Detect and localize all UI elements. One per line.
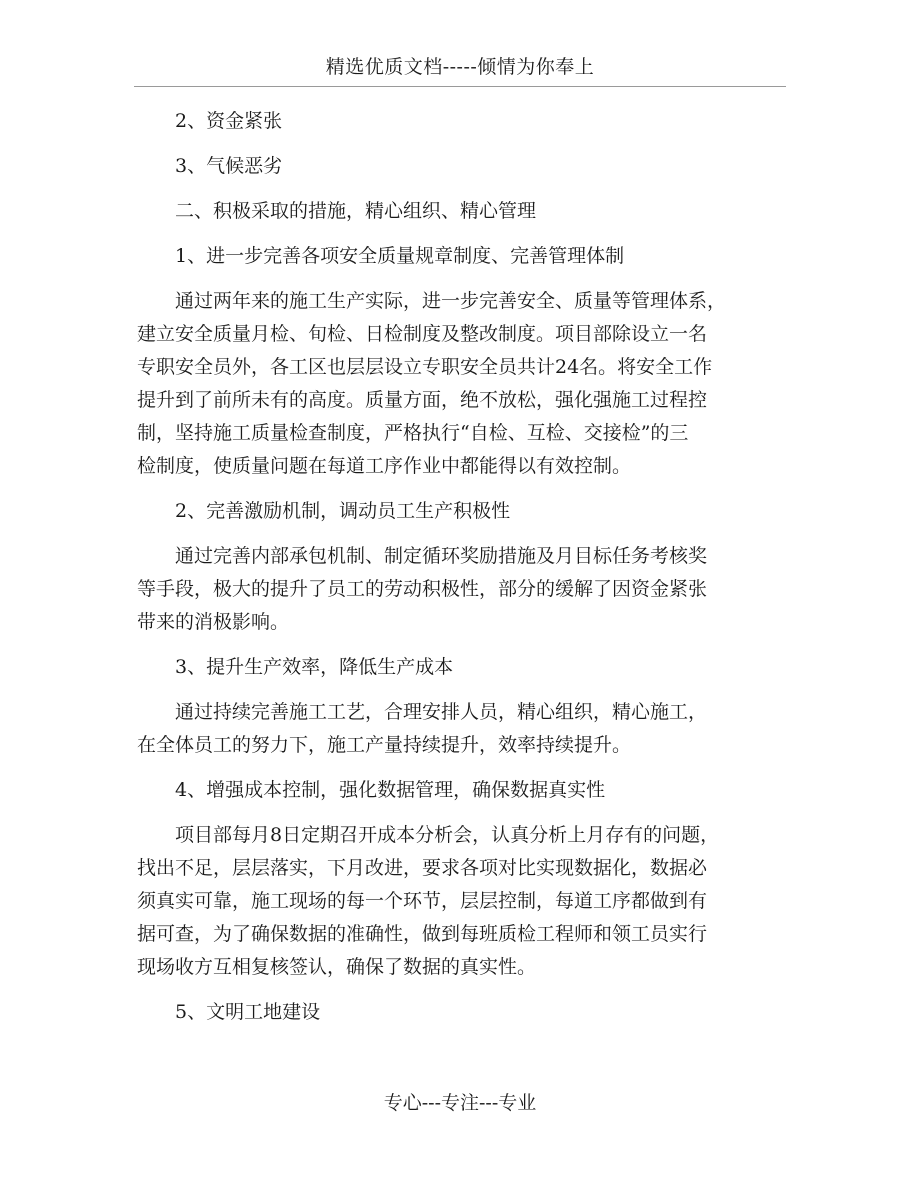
subheading <box>137 996 785 1029</box>
text-line: 3、提升生产效率，降低生产成本 <box>175 656 454 678</box>
subheading <box>137 240 785 273</box>
text-line: 专职安全员外，各工区也层层设立专职安全员共计24名。将安全工作 <box>137 356 713 378</box>
text-line: 3、气候恶劣 <box>175 155 283 177</box>
body-paragraph <box>137 819 785 984</box>
text-line: 在全体员工的努力下，施工产量持续提升，效率持续提升。 <box>137 734 632 756</box>
text-line: 据可查，为了确保数据的准确性，做到每班质检工程师和领工员实行 <box>137 923 708 945</box>
text-line: 二、积极采取的措施，精心组织、精心管理 <box>175 200 537 222</box>
text-line: 建立安全质量月检、旬检、日检制度及整改制度。项目部除设立一名 <box>137 323 708 345</box>
list-item <box>137 150 785 183</box>
body-paragraph <box>137 285 785 483</box>
text-line: 1、进一步完善各项安全质量规章制度、完善管理体制 <box>175 245 625 267</box>
page-header: 精选优质文档-----倾情为你奉上 <box>325 56 595 78</box>
section-heading <box>137 195 785 228</box>
subheading <box>137 651 785 684</box>
text-line: 项目部每月8日定期召开成本分析会，认真分析上月存有的问题， <box>175 824 720 846</box>
list-item <box>137 105 785 138</box>
text-line: 4、增强成本控制，强化数据管理，确保数据真实性 <box>175 779 606 801</box>
text-line: 现场收方互相复核签认，确保了数据的真实性。 <box>137 956 537 978</box>
text-line: 须真实可靠，施工现场的每一个环节，层层控制，每道工序都做到有 <box>137 890 708 912</box>
text-line: 通过两年来的施工生产实际，进一步完善安全、质量等管理体系， <box>175 290 727 312</box>
text-line: 通过持续完善施工工艺，合理安排人员，精心组织，精心施工， <box>175 701 708 723</box>
text-line: 制，坚持施工质量检查制度，严格执行“自检、互检、交接检”的三 <box>137 422 689 444</box>
text-line: 5、文明工地建设 <box>175 1001 321 1023</box>
text-line: 提升到了前所未有的高度。质量方面，绝不放松，强化强施工过程控 <box>137 389 708 411</box>
text-line: 等手段，极大的提升了员工的劳动积极性，部分的缓解了因资金紧张 <box>137 578 708 600</box>
document-body <box>137 105 785 1041</box>
text-line: 2、资金紧张 <box>175 110 283 132</box>
page-footer: 专心---专注---专业 <box>383 1092 537 1114</box>
body-paragraph <box>137 540 785 639</box>
text-line: 找出不足，层层落实，下月改进，要求各项对比实现数据化，数据必 <box>137 857 708 879</box>
text-line: 检制度，使质量问题在每道工序作业中都能得以有效控制。 <box>137 455 632 477</box>
subheading <box>137 774 785 807</box>
text-line: 2、完善激励机制，调动员工生产积极性 <box>175 500 511 522</box>
header-divider <box>134 86 786 87</box>
text-line: 带来的消极影响。 <box>137 611 290 633</box>
subheading <box>137 495 785 528</box>
text-line: 通过完善内部承包机制、制定循环奖励措施及月目标任务考核奖 <box>175 545 708 567</box>
body-paragraph <box>137 696 785 762</box>
